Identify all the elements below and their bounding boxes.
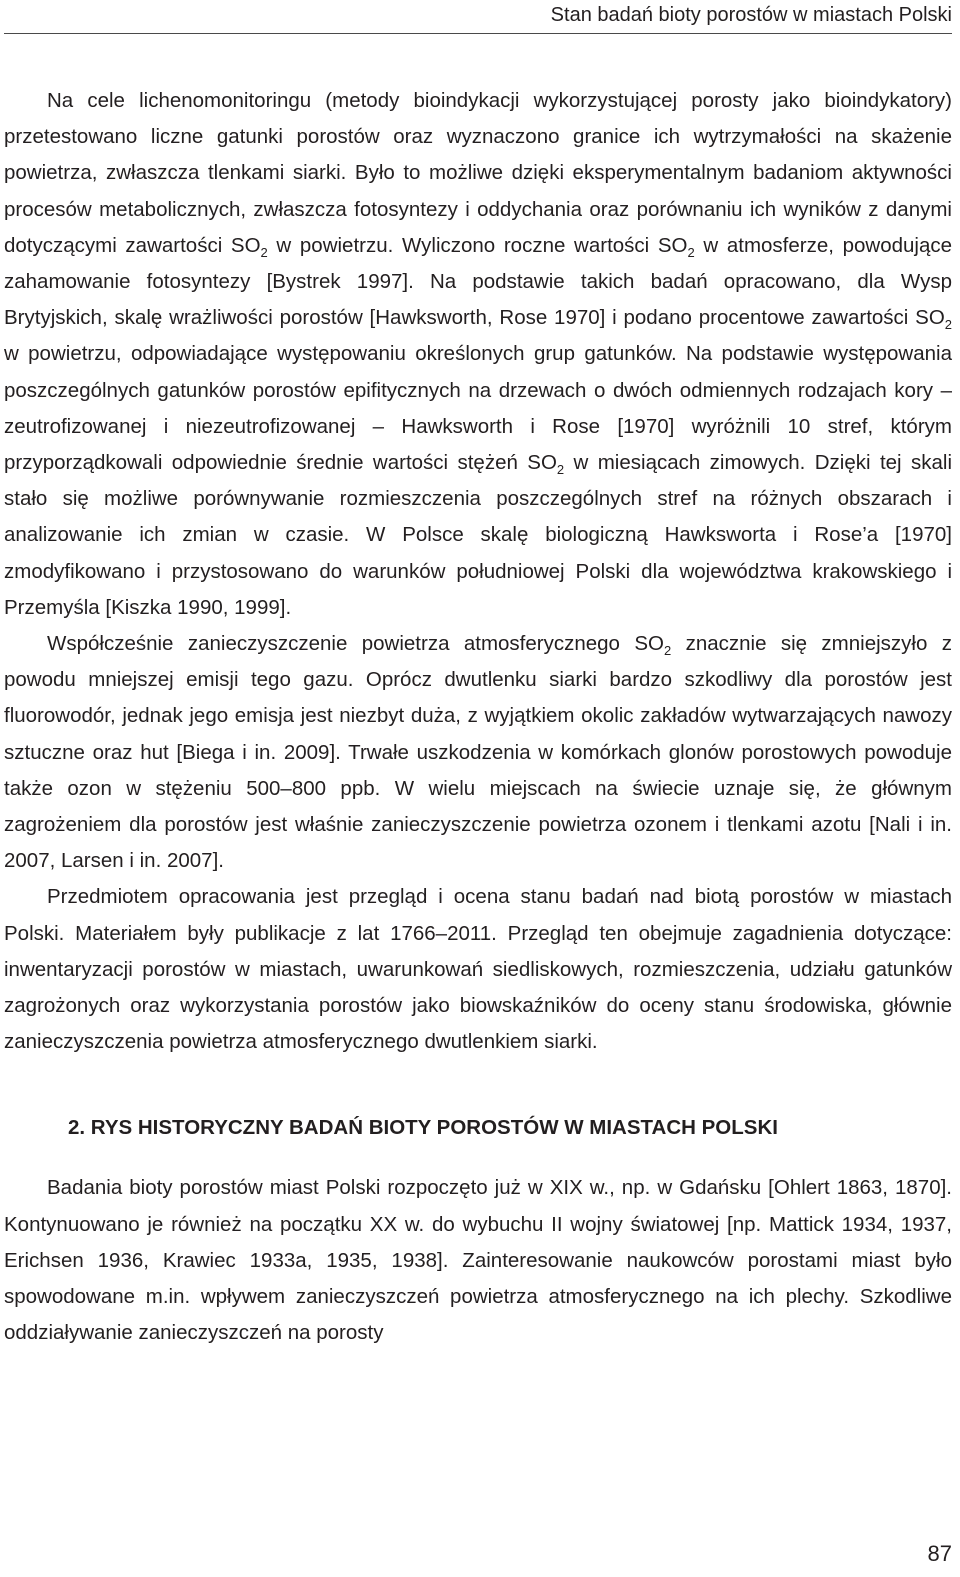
header-rule xyxy=(4,33,952,34)
subscript: 2 xyxy=(687,244,695,260)
paragraph-study-subject xyxy=(4,879,952,1060)
text-segment: w miesiącach zimowych. Dzięki tej skali stało się możliwe porównywanie rozmieszczenia poszczególnych stref na różnych obszarach i analizowanie ich zmian w czasie. W Polsce skalę biologiczną Hawksworta i Rose’a [1970] zmodyfikowano i przystosowano do warunków południowej Polski dla województwa krakowskiego i Przemyśla [Kiszka 1990, 1999]. xyxy=(4,451,952,619)
text-segment: w powietrzu, odpowiadające występowaniu określonych grup gatunków. Na podstawie występowania poszczególnych gatunków porostów epifitycznych na drzewach o dwóch odmiennych rodzajach kory – zeutrofizowanej i niezeutrofizowanej – Hawksworth i Rose [1970] wyróżnili 10 stref, którym przyporządkowali odpowiednie średnie wartości stężeń SO xyxy=(4,342,952,475)
paragraph-contemporary-pollution xyxy=(4,626,952,879)
subscript: 2 xyxy=(663,643,672,659)
text-segment: Przedmiotem opracowania jest przegląd i ocena stanu badań nad biotą porostów w miastach Polski. Materiałem były publikacje z lat 1766–2011. Przegląd ten obejmuje zagadnienia dotyczące: inwentaryzacji porostów w miastach, uwarunkowań siedliskowych, rozmieszczenia, udziału gatunków zagrożonych oraz wykorzystania porostów jako biowskaźników do oceny stanu środowiska, głównie zanieczyszczenia powietrza atmosferycznego dwutlenkiem siarki. xyxy=(4,885,952,1054)
paragraph-lichenomonitoring xyxy=(4,83,952,626)
paragraph-history: Badania bioty porostów miast Polski rozpoczęto już w XIX w., np. w Gdańsku [Ohlert 1863, 1870]. Kontynuowano je również na początku XX w. do wybuchu II wojny światowej [np. Mattick 1934, 1937, Erichsen 1936, Krawiec 1933a, 1935, 1938]. Zainteresowanie naukowców porostami miast było spowodowane m.in. wpływem zanieczyszczeń powietrza atmosferycznego na ich plechy. Szkodliwe oddziaływanie zanieczyszczeń na porosty xyxy=(4,1176,952,1345)
text-segment: znacznie się zmniejszyło z powodu mniejszej emisji tego gazu. Oprócz dwutlenku siarki bardzo szkodliwy dla porostów jest fluorowodór, jednak jego emisja jest niezbyt duża, z wyjątkiem okolic zakładów wytwarzających nawozy sztuczne oraz hut [Biega i in. 2009]. Trwałe uszkodzenia w komórkach glonów porostowych powoduje także ozon w stężeniu 500–800 ppb. W wielu miejscach na świecie uznaje się, że głównym zagrożeniem dla porostów jest właśnie zanieczyszczenie powietrza ozonem i tlenkami azotu [Nali i in. 2007, Larsen i in. 2007]. xyxy=(4,632,953,873)
section-heading: 2. RYS HISTORYCZNY BADAŃ BIOTY POROSTÓW W MIASTACH POLSKI xyxy=(68,1116,778,1140)
subscript: 2 xyxy=(944,317,952,333)
text-segment: Na cele lichenomonitoringu (metody bioindykacji wykorzystującej porosty jako bioindykatory) przetestowano liczne gatunki porostów oraz wyznaczono granice ich wytrzymałości na skażenie powietrza, zwłaszcza tlenkami siarki. Było to możliwe dzięki eksperymentalnym badaniom aktywności procesów metabolicznych, zwłaszcza fotosyntezy i oddychania oraz porównaniu ich wyników z danymi dotyczącymi zawartości SO xyxy=(4,89,952,257)
text-segment: w atmosferze, powodujące zahamowanie fotosyntezy [Bystrek 1997]. Na podstawie takich badań opracowano, dla Wysp Brytyjskich, skalę wrażliwości porostów [Hawksworth, Rose 1970] i podano procentowe zawartości SO xyxy=(4,233,953,330)
body-text xyxy=(4,83,952,1352)
subscript: 2 xyxy=(260,244,268,260)
text-segment: w powietrzu. Wyliczono roczne wartości SO xyxy=(267,233,688,257)
page-number: 87 xyxy=(927,1541,952,1566)
subscript: 2 xyxy=(556,462,565,478)
running-header: Stan badań bioty porostów w miastach Polski xyxy=(550,4,952,26)
text-segment: Współcześnie zanieczyszczenie powietrza atmosferycznego SO xyxy=(47,632,664,656)
